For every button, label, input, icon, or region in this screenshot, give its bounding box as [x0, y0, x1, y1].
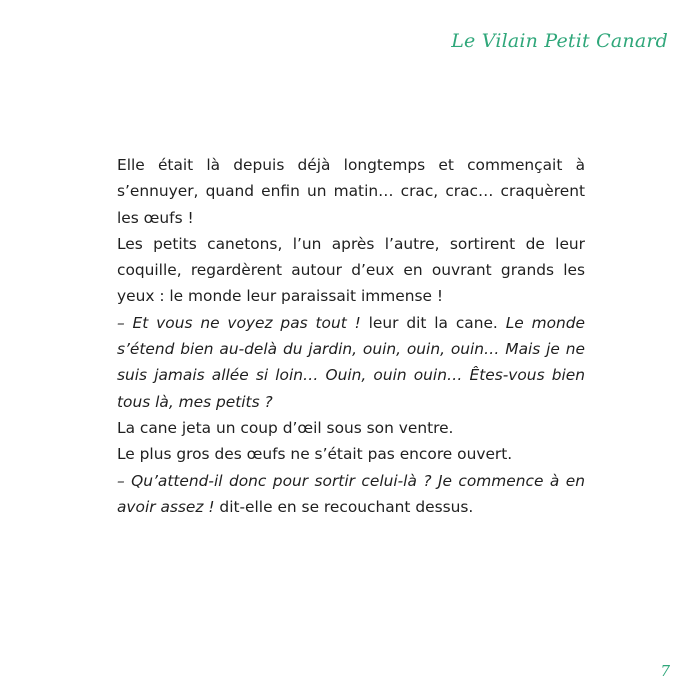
text-segment: Les petits canetons, l’un après l’autre, sortirent de leur coquille, regardèrent autour d’eux en ouvrant grands les yeux : le monde leur paraissait immense !: [117, 234, 585, 306]
paragraph: [117, 152, 585, 231]
book-title: Le Vilain Petit Canard: [451, 30, 668, 52]
paragraph: [117, 468, 585, 521]
text-segment: Le plus gros des œufs ne s’était pas encore ouvert.: [117, 445, 513, 464]
paragraph: [117, 415, 585, 441]
text-segment: La cane jeta un coup d’œil sous son ventre.: [117, 418, 454, 437]
paragraph: [117, 310, 585, 415]
dialogue-segment: – Qu’attend-il donc pour sortir celui-là ? Je commence à en avoir assez !: [117, 471, 585, 516]
text-segment: dit-elle en se recouchant dessus.: [214, 497, 474, 516]
text-segment: leur dit la cane.: [360, 313, 506, 332]
page-number: 7: [660, 662, 670, 680]
paragraph: [117, 441, 585, 467]
text-segment: Elle était là depuis déjà longtemps et commençait à s’ennuyer, quand enfin un matin… crac, crac… craquèrent les œufs !: [117, 156, 585, 227]
paragraph: [117, 231, 585, 310]
dialogue-segment: Le monde s’étend bien au-delà du jardin, ouin, ouin, ouin… Mais je ne suis jamais allée si loin… Ouin, ouin ouin… Êtes-vous bien tous là, mes petits ?: [117, 313, 585, 411]
page-body: [117, 152, 585, 520]
dialogue-segment: – Et vous ne voyez pas tout !: [117, 313, 361, 332]
